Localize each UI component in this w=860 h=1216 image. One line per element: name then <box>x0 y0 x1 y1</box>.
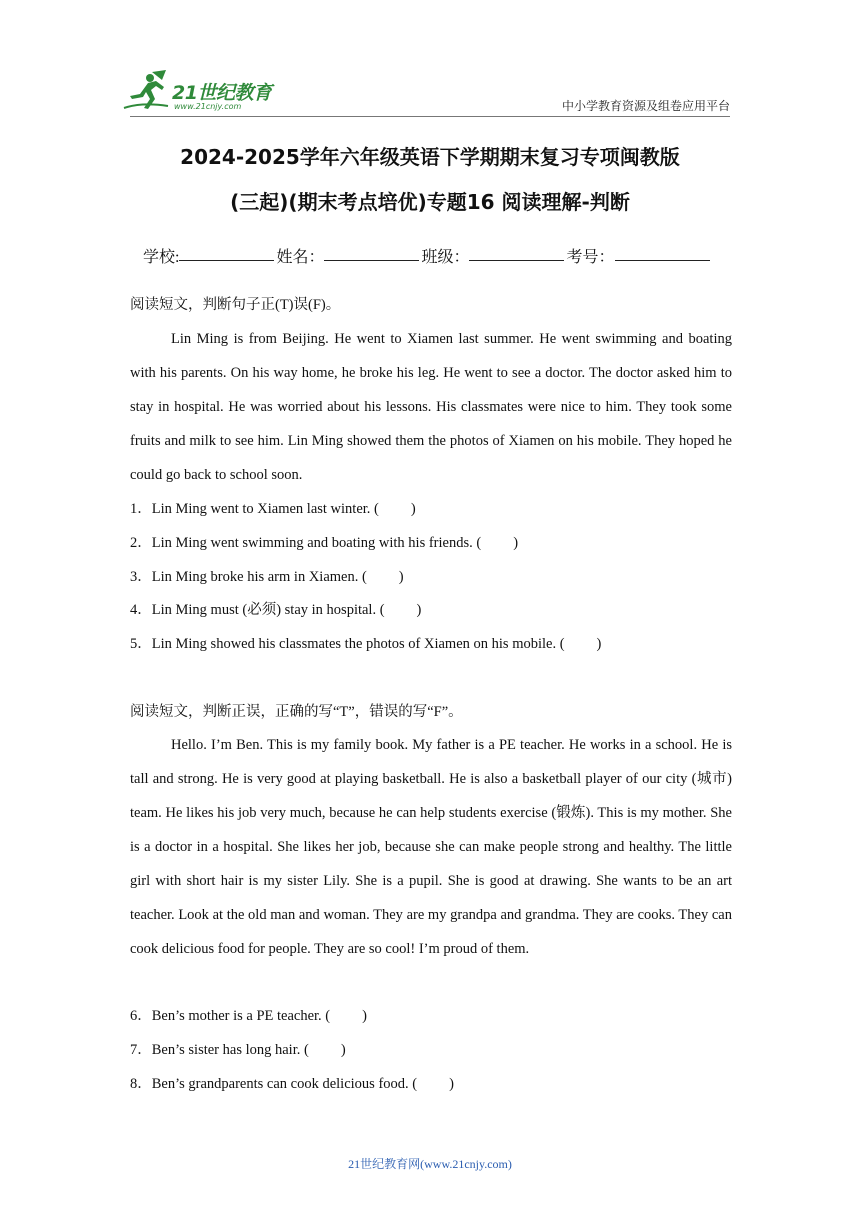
name-field[interactable] <box>324 244 419 261</box>
bracket-close: ) <box>416 602 422 618</box>
question-text: 2．Lin Ming went swimming and boating with his friends. ( <box>130 535 482 551</box>
page-footer[interactable]: 21世纪教育网(www.21cnjy.com) <box>348 1157 512 1171</box>
question-5 <box>130 632 601 653</box>
section2-passage: Hello. I’m Ben. This is my family book. My father is a PE teacher. He works in a school. He is tall and strong. He is very good at playing basketball. He is also a basketball player of our city (城市) team. He likes his job very much, because he can help students exercise (锻炼). This is my mother. She is a doctor in a hospital. She likes her job, because she can make people strong and healthy. The little girl with short hair is my sister Lily. She is a pupil. She is good at drawing. She wants to be an art teacher. Look at the old man and woman. They are my grandpa and grandma. They are cooks. They can cook delicious food for people. They are so cool! I’m proud of them. <box>130 737 732 957</box>
doc-title-line2: (三起)(期末考点培优)专题16 阅读理解-判断 <box>230 190 630 214</box>
question-text: 5．Lin Ming showed his classmates the photos of Xiamen on his mobile. ( <box>130 636 565 652</box>
bracket-close: ) <box>596 636 602 652</box>
runner-logo-icon <box>122 68 172 114</box>
question-text: 8．Ben’s grandparents can cook delicious food. ( <box>130 1076 418 1092</box>
bracket-close: ) <box>398 569 404 585</box>
class-field[interactable] <box>469 244 564 261</box>
question-8 <box>130 1072 454 1093</box>
school-label: 学校: <box>143 249 180 266</box>
bracket-close: ) <box>449 1076 454 1092</box>
exam-number-label: 考号： <box>566 249 615 266</box>
logo-text: 21世纪教育 <box>172 82 272 104</box>
bracket-close: ) <box>340 1042 346 1058</box>
bracket-close: ) <box>513 535 519 551</box>
question-1 <box>130 497 416 518</box>
question-text: 4．Lin Ming must (必须) stay in hospital. ( <box>130 602 385 618</box>
bracket-close: ) <box>362 1008 367 1024</box>
header-divider <box>130 116 730 117</box>
name-label: 姓名： <box>276 249 325 266</box>
question-text: 7．Ben’s sister has long hair. ( <box>130 1042 309 1058</box>
page-header <box>0 0 860 120</box>
logo <box>122 68 292 116</box>
question-text: 6．Ben’s mother is a PE teacher. ( <box>130 1008 331 1024</box>
section1-instruction: 阅读短文，判断句子正(T)误(F)。 <box>130 297 341 313</box>
question-text: 3．Lin Ming broke his arm in Xiamen. ( <box>130 569 367 585</box>
school-field[interactable] <box>179 244 274 261</box>
question-6 <box>130 1004 367 1025</box>
class-label: 班级： <box>421 249 470 266</box>
student-info-fields <box>143 244 712 267</box>
platform-name: 中小学教育资源及组卷应用平台 <box>561 99 730 113</box>
question-2 <box>130 531 518 552</box>
question-text: 1．Lin Ming went to Xiamen last winter. ( <box>130 501 379 517</box>
question-7 <box>130 1038 346 1059</box>
bracket-close: ) <box>410 501 416 517</box>
section1-passage: Lin Ming is from Beijing. He went to Xiamen last summer. He went swimming and boating with his parents. On his way home, he broke his leg. He went to see a doctor. The doctor asked him to stay in hospital. He was worried about his lessons. His classmates were nice to him. They took some fruits and milk to see him. Lin Ming showed them the photos of Xiamen on his mobile. They hoped he could go back to school soon. <box>130 331 732 483</box>
section2-instruction: 阅读短文，判断正误，正确的写“T”，错误的写“F”。 <box>130 704 463 720</box>
logo-url: www.21cnjy.com <box>174 102 242 111</box>
question-3 <box>130 565 404 586</box>
exam-number-field[interactable] <box>615 244 710 261</box>
question-4 <box>130 598 421 619</box>
doc-title-line1: 2024-2025学年六年级英语下学期期末复习专项闽教版 <box>180 145 680 169</box>
